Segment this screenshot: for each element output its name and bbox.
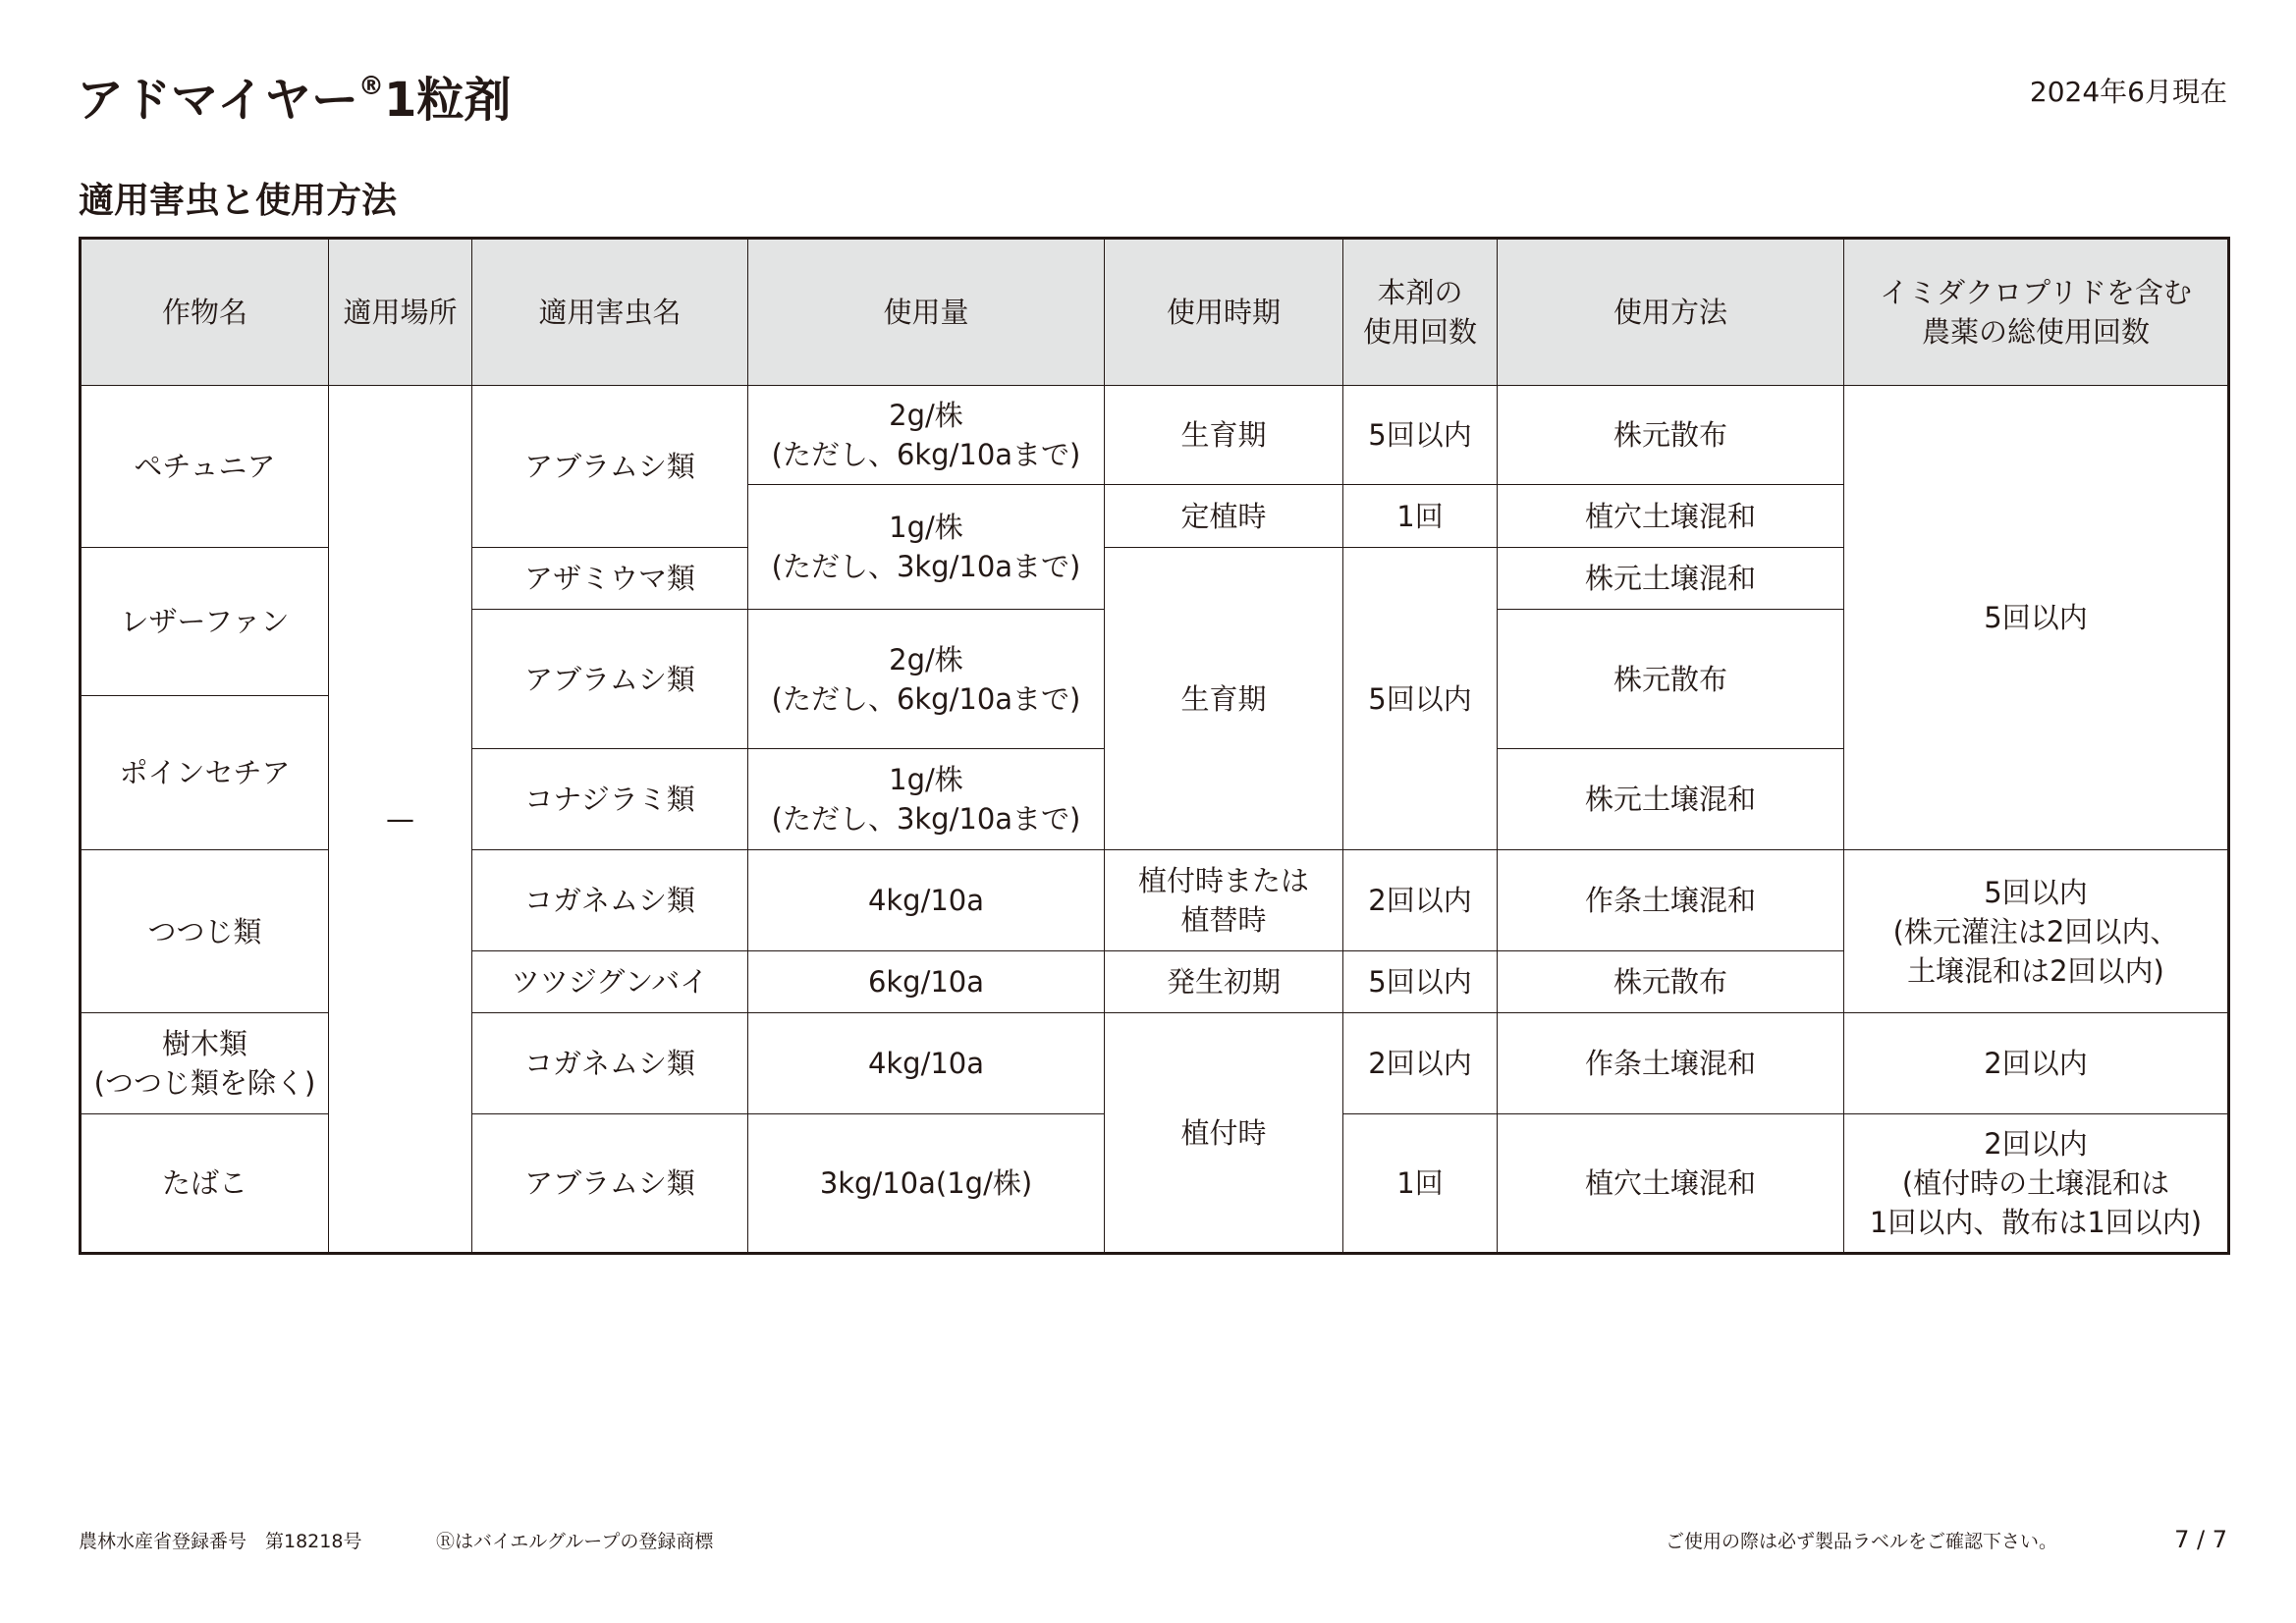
header-method: 使用方法 [1498, 239, 1844, 386]
product-name: アドマイヤー [77, 73, 359, 128]
total-cell: 5回以内 [1844, 386, 2229, 850]
count-cell: 1回 [1343, 485, 1498, 548]
count-cell: 5回以内 [1343, 386, 1498, 485]
timing-cell: 発生初期 [1105, 951, 1343, 1013]
label-check-note: ご使用の際は必ず製品ラベルをご確認下さい。 [1666, 1531, 2058, 1552]
timing-cell: 生育期 [1105, 548, 1343, 850]
method-cell: 作条土壌混和 [1498, 850, 1844, 951]
header-pest: 適用害虫名 [472, 239, 748, 386]
timing-cell: 植付時または 植替時 [1105, 850, 1343, 951]
total-cell: 5回以内 (株元灌注は2回以内、 土壌混和は2回以内) [1844, 850, 2229, 1013]
timing-cell: 生育期 [1105, 386, 1343, 485]
method-cell: 株元散布 [1498, 610, 1844, 749]
table-header-row [81, 239, 2229, 386]
method-cell: 株元土壌混和 [1498, 548, 1844, 610]
registered-mark: ® [358, 72, 385, 101]
section-title: 適用害虫と使用方法 [79, 181, 398, 221]
header-count: 本剤の 使用回数 [1343, 239, 1498, 386]
method-cell: 植穴土壌混和 [1498, 1114, 1844, 1254]
crop-cell: ペチュニア [81, 386, 329, 548]
count-cell: 5回以内 [1343, 548, 1498, 850]
method-cell: 作条土壌混和 [1498, 1013, 1844, 1114]
method-cell: 株元散布 [1498, 951, 1844, 1013]
header-amount: 使用量 [748, 239, 1105, 386]
pest-cell: アザミウマ類 [472, 548, 748, 610]
timing-cell: 植付時 [1105, 1013, 1343, 1254]
count-cell: 2回以内 [1343, 850, 1498, 951]
header-crop: 作物名 [81, 239, 329, 386]
registration-number: 農林水産省登録番号 第18218号 [79, 1531, 362, 1552]
crop-cell: ポインセチア [81, 696, 329, 850]
timing-cell: 定植時 [1105, 485, 1343, 548]
trademark-note: Ⓡはバイエルグループの登録商標 [436, 1531, 714, 1552]
amount-cell: 2g/株 (ただし、6kg/10aまで) [748, 386, 1105, 485]
header-total: イミダクロプリドを含む 農薬の総使用回数 [1844, 239, 2229, 386]
application-table [79, 237, 2230, 1255]
pest-cell: ツツジグンバイ [472, 951, 748, 1013]
crop-cell: レザーファン [81, 548, 329, 696]
amount-cell: 6kg/10a [748, 951, 1105, 1013]
pest-cell: アブラムシ類 [472, 1114, 748, 1254]
page-number: 7 / 7 [2174, 1526, 2227, 1553]
method-cell: 株元散布 [1498, 386, 1844, 485]
total-cell: 2回以内 (植付時の土壌混和は 1回以内、散布は1回以内) [1844, 1114, 2229, 1254]
pest-cell: コガネムシ類 [472, 850, 748, 951]
count-cell: 1回 [1343, 1114, 1498, 1254]
product-title [77, 71, 511, 130]
amount-cell: 4kg/10a [748, 1013, 1105, 1114]
header-timing: 使用時期 [1105, 239, 1343, 386]
pest-cell: アブラムシ類 [472, 386, 748, 548]
count-cell: 5回以内 [1343, 951, 1498, 1013]
pest-cell: アブラムシ類 [472, 610, 748, 749]
product-suffix: 1粒剤 [384, 73, 512, 128]
crop-cell: つつじ類 [81, 850, 329, 1013]
total-cell: 2回以内 [1844, 1013, 2229, 1114]
method-cell: 植穴土壌混和 [1498, 485, 1844, 548]
amount-cell: 4kg/10a [748, 850, 1105, 951]
amount-cell: 3kg/10a(1g/株) [748, 1114, 1105, 1254]
date-label: 2024年6月現在 [2029, 76, 2227, 108]
crop-cell: 樹木類 (つつじ類を除く) [81, 1013, 329, 1114]
amount-cell: 1g/株 (ただし、3kg/10aまで) [748, 749, 1105, 850]
table-row [81, 386, 2229, 485]
amount-cell: 2g/株 (ただし、6kg/10aまで) [748, 610, 1105, 749]
pest-cell: コナジラミ類 [472, 749, 748, 850]
crop-cell: たばこ [81, 1114, 329, 1254]
header-place: 適用場所 [329, 239, 472, 386]
count-cell: 2回以内 [1343, 1013, 1498, 1114]
amount-cell: 1g/株 (ただし、3kg/10aまで) [748, 485, 1105, 610]
pest-cell: コガネムシ類 [472, 1013, 748, 1114]
place-cell: — [329, 386, 472, 1254]
method-cell: 株元土壌混和 [1498, 749, 1844, 850]
